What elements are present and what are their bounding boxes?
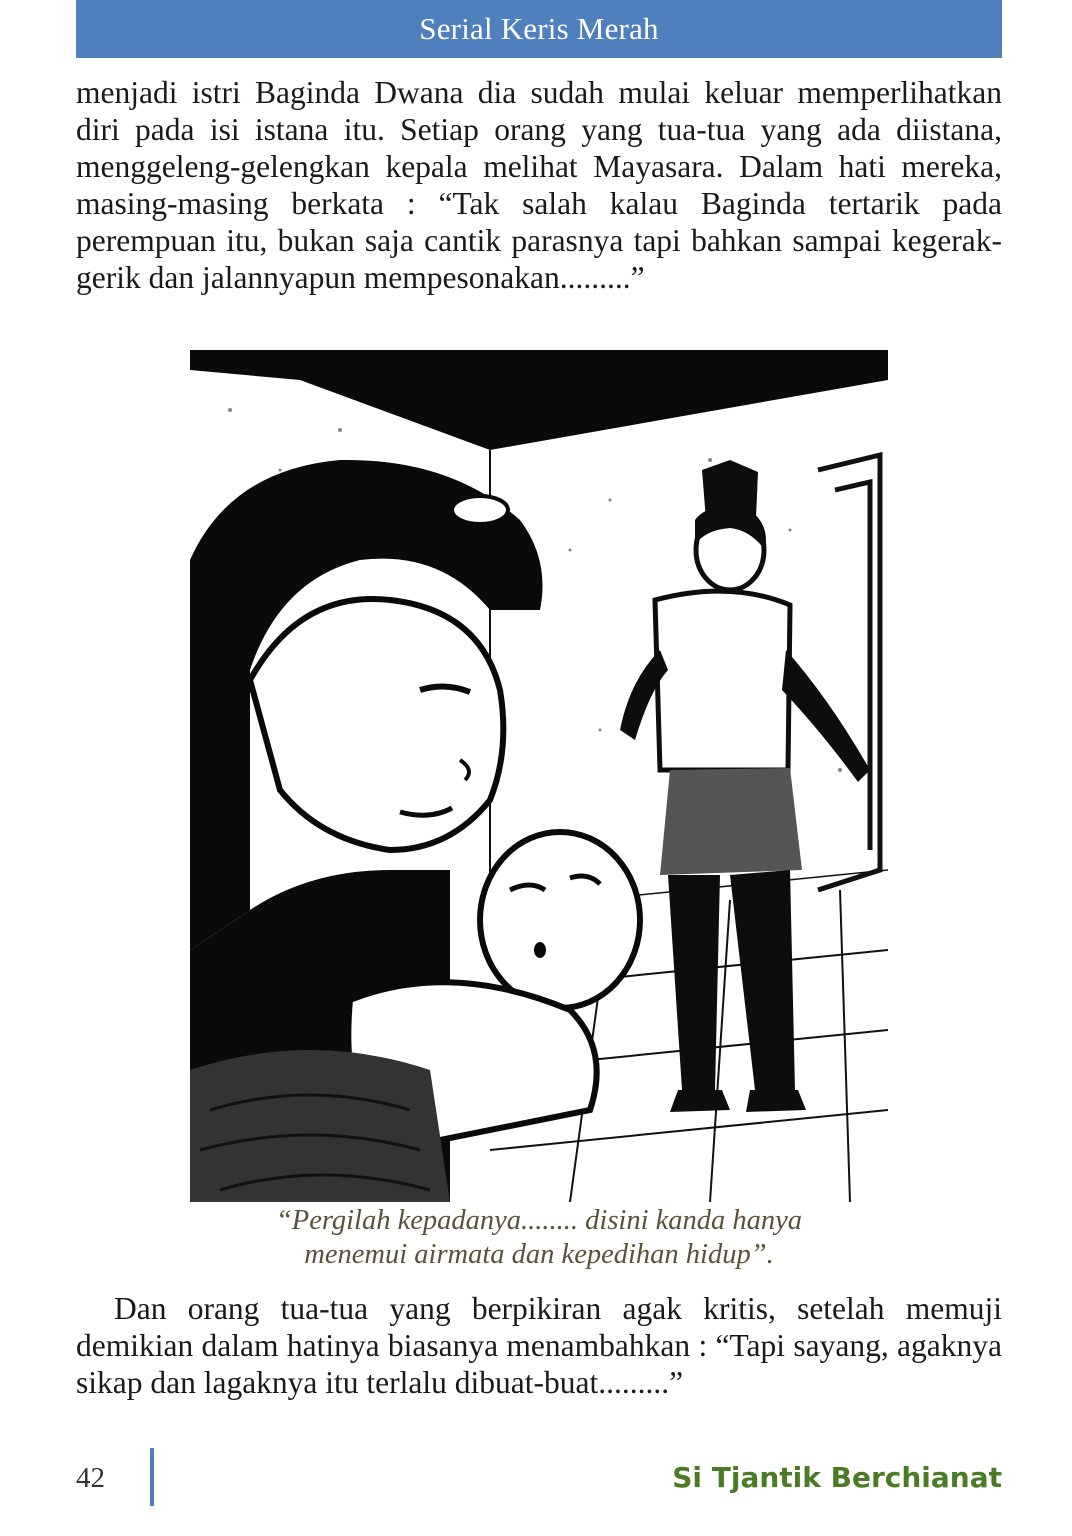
caption-line-2: menemui airmata dan kepedihan hidup”.	[304, 1239, 774, 1270]
illustration-caption	[190, 1204, 888, 1272]
illustration	[190, 350, 888, 1202]
illustration-man	[620, 460, 870, 1112]
caption-line-1: “Pergilah kepadanya........ disini kanda hanya	[275, 1205, 803, 1236]
body-paragraph-1: menjadi istri Baginda Dwana dia sudah mulai keluar memperlihatkan diri pada isi istana itu. Setiap orang yang tua-tua yang ada diistana, menggeleng-gelengkan kepala melihat Mayasara. Dalam hati mereka, masing-masing berkata : “Tak salah kalau Baginda tertarik pada perempuan itu, bukan saja cantik parasnya tapi bahkan sampai kegerak-gerik dan jalannyapun mempesonakan.........”	[76, 75, 1002, 295]
page-number: 42	[76, 1462, 105, 1494]
illustration-doorway	[818, 455, 880, 890]
footer-divider	[150, 1448, 154, 1506]
illustration-ceiling	[190, 350, 888, 450]
running-header-title: Serial Keris Merah	[419, 11, 659, 46]
footer-book-title: Si Tjantik Berchianat	[672, 1461, 1002, 1494]
running-header	[76, 0, 1002, 58]
body-paragraph-2: Dan orang tua-tua yang berpikiran agak kritis, setelah memuji demikian dalam hatinya biasanya menambahkan : “Tapi sayang, agaknya sikap dan lagaknya itu terlalu dibuat-buat.........”	[76, 1291, 1002, 1400]
